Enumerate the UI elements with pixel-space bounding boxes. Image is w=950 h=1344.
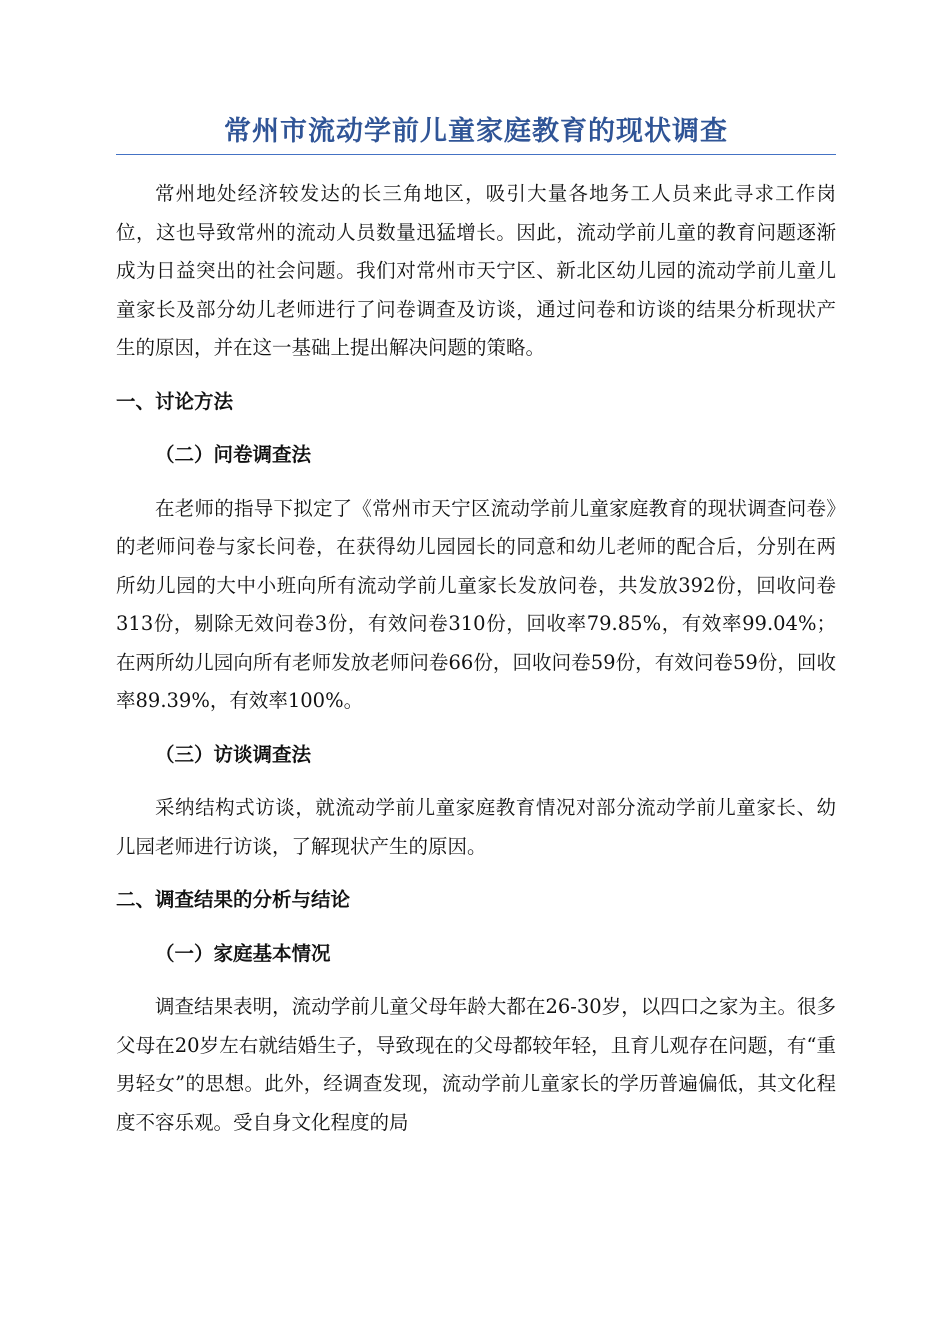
document-title: 常州市流动学前儿童家庭教育的现状调查 <box>116 112 836 155</box>
questionnaire-paragraph: 在老师的指导下拟定了《常州市天宁区流动学前儿童家庭教育的现状调查问卷》的老师问卷与家长问卷，在获得幼儿园园长的同意和幼儿老师的配合后，分别在两所幼儿园的大中小班向所有流动学前儿童家长发放问卷，共发放392份，回收问卷313份，剔除无效问卷3份，有效问卷310份，回收率79.85%，有效率99.04%；在两所幼儿园向所有老师发放老师问卷66份，回收问卷59份，有效问卷59份，回收率89.39%，有效率100%。 <box>116 496 836 712</box>
document-page <box>116 112 836 1142</box>
section-heading-methods: 一、讨论方法 <box>116 389 234 413</box>
family-basics-paragraph: 调查结果表明，流动学前儿童父母年龄大都在26-30岁，以四口之家为主。很多父母在20岁左右就结婚生子，导致现在的父母都较年轻，且育儿观存在问题，有“重男轻女”的思想。此外，经调查发现，流动学前儿童家长的学历普遍偏低，其文化程度不容乐观。受自身文化程度的局 <box>116 995 836 1134</box>
spacer <box>116 155 836 175</box>
intro-paragraph: 常州地处经济较发达的长三角地区，吸引大量各地务工人员来此寻求工作岗位，这也导致常州的流动人员数量迅猛增长。因此，流动学前儿童的教育问题逐渐成为日益突出的社会问题。我们对常州市天宁区、新北区幼儿园的流动学前儿童儿童家长及部分幼儿老师进行了问卷调查及访谈，通过问卷和访谈的结果分析现状产生的原因，并在这一基础上提出解决问题的策略。 <box>116 182 836 359</box>
spacer <box>116 721 836 736</box>
section-heading-results: 二、调查结果的分析与结论 <box>116 888 351 911</box>
spacer <box>116 368 836 383</box>
spacer <box>116 973 836 988</box>
subheading-interview: （三）访谈调查法 <box>155 742 312 766</box>
interview-paragraph: 采纳结构式访谈，就流动学前儿童家庭教育情况对部分流动学前儿童家长、幼儿园老师进行访谈，了解现状产生的原因。 <box>116 796 836 858</box>
spacer <box>116 475 836 490</box>
spacer <box>116 920 836 935</box>
subheading-questionnaire: （二）问卷调查法 <box>155 443 312 466</box>
spacer <box>116 421 836 436</box>
spacer <box>116 866 836 881</box>
spacer <box>116 774 836 789</box>
subheading-family-basics: （一）家庭基本情况 <box>155 941 331 965</box>
